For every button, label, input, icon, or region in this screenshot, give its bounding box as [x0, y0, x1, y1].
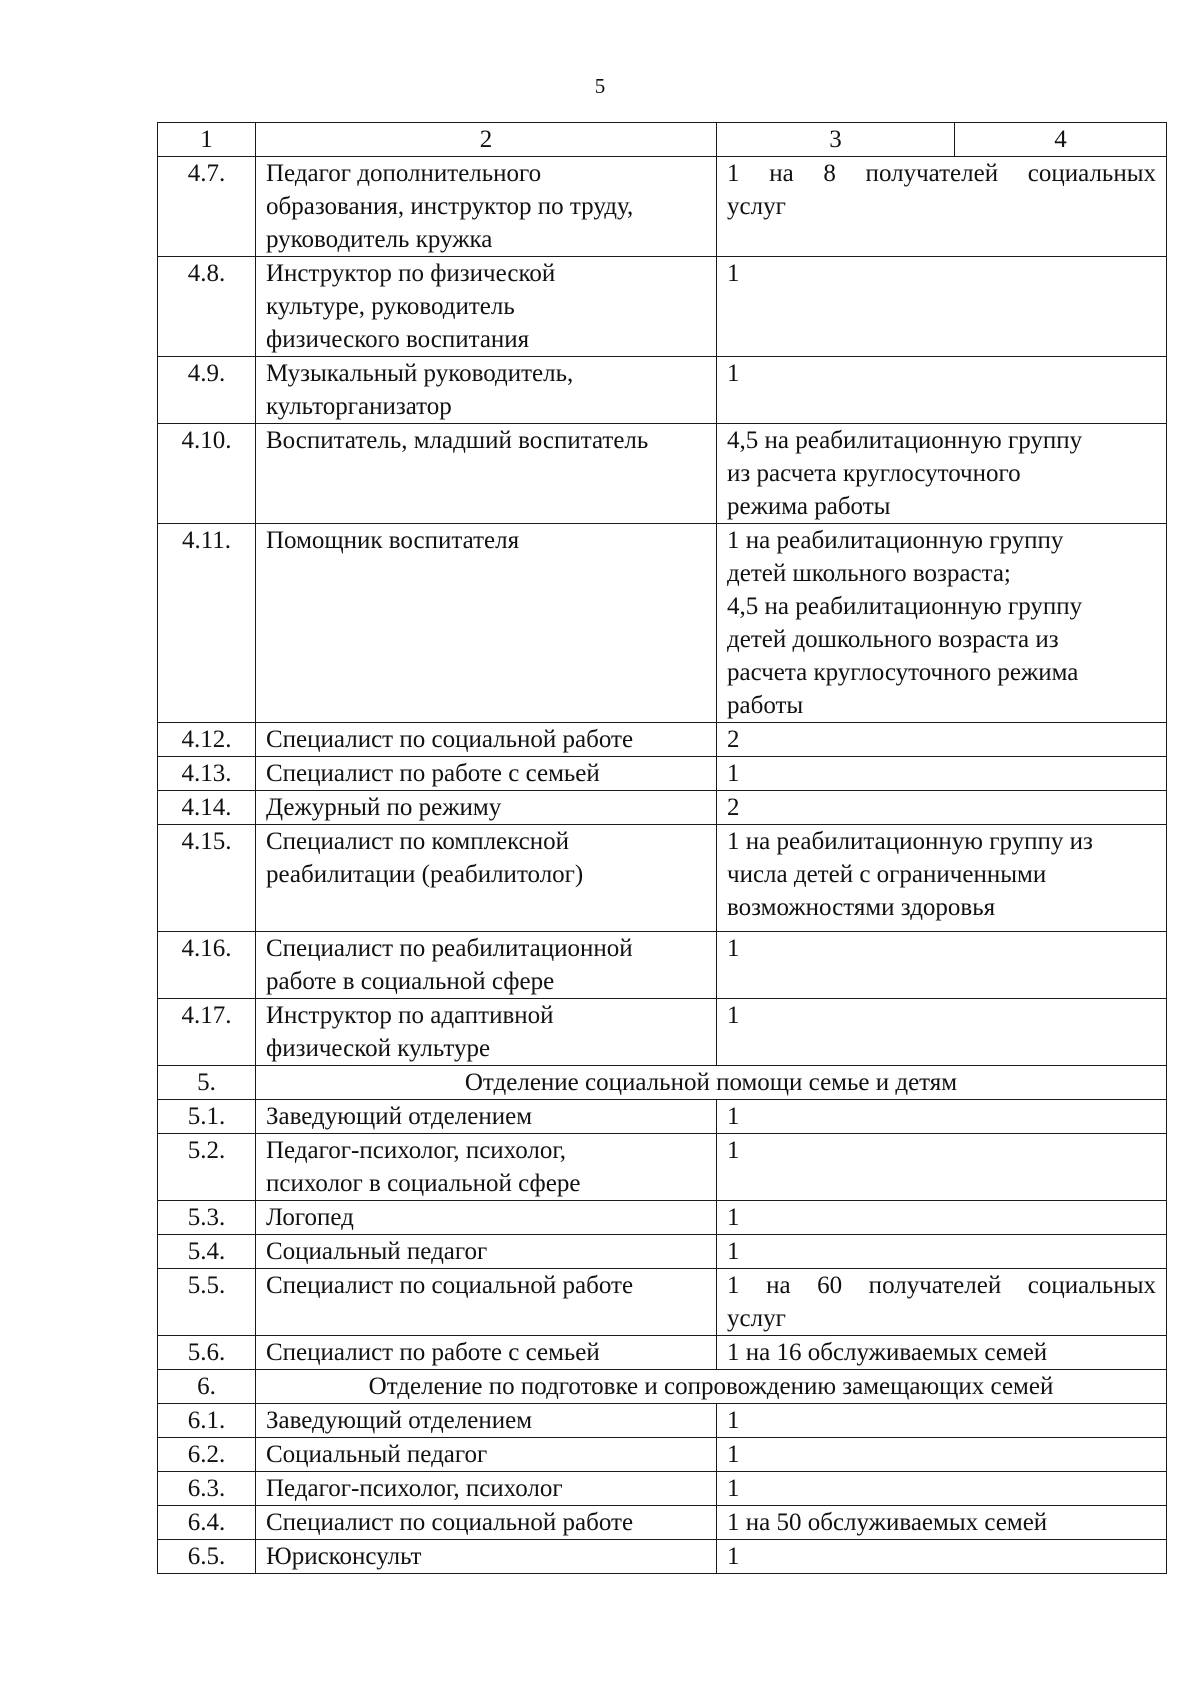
position-cell: [256, 257, 717, 357]
table-row: [158, 257, 1167, 357]
position-cell: [256, 1134, 717, 1201]
norm-line: 1: [727, 360, 740, 387]
header-col-1: 1: [158, 123, 256, 157]
norm-cell: [717, 1336, 1167, 1370]
norm-line: детей дошкольного возраста из: [727, 626, 1059, 653]
norm-line: режима работы: [727, 493, 891, 520]
position-line: Специалист по социальной работе: [266, 1272, 634, 1299]
row-number: 6.3.: [158, 1472, 256, 1506]
table-row: [158, 1404, 1167, 1438]
table-row: [158, 424, 1167, 524]
row-number: 5.2.: [158, 1134, 256, 1201]
position-cell: [256, 1100, 717, 1134]
position-cell: [256, 999, 717, 1066]
norm-cell: [717, 1540, 1167, 1574]
norm-cell: [717, 723, 1167, 757]
norm-line: 1: [727, 760, 740, 787]
table-row: [158, 757, 1167, 791]
position-line: Педагог-психолог, психолог,: [266, 1137, 567, 1164]
norm-cell: [717, 1506, 1167, 1540]
position-line: Музыкальный руководитель,: [266, 360, 574, 387]
position-line: Специалист по социальной работе: [266, 726, 634, 753]
row-number: 6.2.: [158, 1438, 256, 1472]
section-title: Отделение социальной помощи семье и детям: [256, 1066, 1167, 1100]
norm-cell: [717, 1269, 1167, 1336]
position-line: психолог в социальной сфере: [266, 1170, 581, 1197]
norm-line: 1 на 50 обслуживаемых семей: [727, 1509, 1048, 1536]
position-line: Инструктор по физической: [266, 260, 556, 287]
norm-cell: [717, 791, 1167, 825]
row-number: 4.8.: [158, 257, 256, 357]
norm-line: 1 на 8 получателей социальных: [727, 160, 1156, 187]
page-number: 5: [594, 74, 606, 98]
position-line: Логопед: [266, 1204, 354, 1231]
position-cell: [256, 1201, 717, 1235]
table-header-row: [158, 123, 1167, 157]
row-number: 4.10.: [158, 424, 256, 524]
position-line: Специалист по комплексной: [266, 828, 570, 855]
table-row: [158, 524, 1167, 723]
norm-cell: [717, 357, 1167, 424]
position-line: культорганизатор: [266, 393, 452, 420]
norm-cell: [717, 1438, 1167, 1472]
norm-cell: [717, 825, 1167, 932]
norm-line: 1: [727, 1543, 740, 1570]
position-cell: [256, 1438, 717, 1472]
row-number: 6.4.: [158, 1506, 256, 1540]
row-number: 6.5.: [158, 1540, 256, 1574]
position-cell: [256, 723, 717, 757]
row-number: 4.7.: [158, 157, 256, 257]
norm-cell: [717, 932, 1167, 999]
table-row: [158, 791, 1167, 825]
norm-cell: [717, 424, 1167, 524]
position-line: Педагог дополнительного: [266, 160, 542, 187]
position-line: Социальный педагог: [266, 1238, 488, 1265]
table-row: [158, 932, 1167, 999]
row-number: 4.9.: [158, 357, 256, 424]
position-line: Специалист по реабилитационной: [266, 935, 633, 962]
position-cell: [256, 825, 717, 932]
position-cell: [256, 932, 717, 999]
table-row: [158, 999, 1167, 1066]
row-number: 4.11.: [158, 524, 256, 723]
header-col-3: 3: [717, 123, 955, 157]
position-cell: [256, 1235, 717, 1269]
position-line: физического воспитания: [266, 326, 530, 353]
norm-line: 1: [727, 1407, 740, 1434]
table-row: [158, 1100, 1167, 1134]
row-number: 6.: [158, 1370, 256, 1404]
norm-line: 1: [727, 1103, 740, 1130]
row-number: 5.1.: [158, 1100, 256, 1134]
row-number: 5.: [158, 1066, 256, 1100]
norm-line: 4,5 на реабилитационную группу: [727, 593, 1083, 620]
row-number: 4.15.: [158, 825, 256, 932]
table-row: [158, 1201, 1167, 1235]
table-row: [158, 1438, 1167, 1472]
row-number: 5.3.: [158, 1201, 256, 1235]
position-cell: [256, 1336, 717, 1370]
norm-line: 1: [727, 1002, 740, 1029]
position-cell: [256, 157, 717, 257]
norm-line: 1 на 60 получателей социальных: [727, 1272, 1156, 1299]
position-line: работе в социальной сфере: [266, 968, 555, 995]
row-number: 4.17.: [158, 999, 256, 1066]
position-line: Юрисконсульт: [266, 1543, 422, 1570]
position-line: образования, инструктор по труду,: [266, 193, 634, 220]
table-row: [158, 1336, 1167, 1370]
table-row: [158, 1472, 1167, 1506]
norm-cell: [717, 1472, 1167, 1506]
header-col-4: 4: [955, 123, 1167, 157]
position-line: Дежурный по режиму: [266, 794, 502, 821]
norm-line: возможностями здоровья: [727, 894, 996, 921]
position-cell: [256, 757, 717, 791]
position-line: Специалист по работе с семьей: [266, 1339, 600, 1366]
norm-line: 1 на 16 обслуживаемых семей: [727, 1339, 1048, 1366]
norm-line: 1: [727, 1204, 740, 1231]
position-line: физической культуре: [266, 1035, 491, 1062]
norm-cell: [717, 1404, 1167, 1438]
position-line: Социальный педагог: [266, 1441, 488, 1468]
norm-line: детей школьного возраста;: [727, 560, 1011, 587]
norm-line: 2: [727, 726, 740, 753]
table-row: [158, 1269, 1167, 1336]
norm-line: 1: [727, 1137, 740, 1164]
row-number: 5.5.: [158, 1269, 256, 1336]
position-line: культуре, руководитель: [266, 293, 515, 320]
norm-cell: [717, 757, 1167, 791]
norm-cell: [717, 999, 1167, 1066]
table-section-row: [158, 1370, 1167, 1404]
norm-line: 1: [727, 1441, 740, 1468]
norm-line: работы: [727, 692, 804, 719]
position-cell: [256, 357, 717, 424]
position-line: реабилитации (реабилитолог): [266, 861, 584, 888]
norm-cell: [717, 524, 1167, 723]
norm-line: 4,5 на реабилитационную группу: [727, 427, 1083, 454]
norm-line: 1: [727, 260, 740, 287]
table-row: [158, 723, 1167, 757]
norm-line: 1 на реабилитационную группу из: [727, 828, 1093, 855]
row-number: 5.6.: [158, 1336, 256, 1370]
norm-cell: [717, 257, 1167, 357]
staff-norms-table: [157, 122, 1167, 1574]
norm-line: числа детей с ограниченными: [727, 861, 1047, 888]
position-cell: [256, 791, 717, 825]
norm-line: 1 на реабилитационную группу: [727, 527, 1064, 554]
position-cell: [256, 424, 717, 524]
norm-cell: [717, 1134, 1167, 1201]
position-cell: [256, 524, 717, 723]
norm-cell: [717, 1235, 1167, 1269]
norm-line: 2: [727, 794, 740, 821]
row-number: 6.1.: [158, 1404, 256, 1438]
table-section-row: [158, 1066, 1167, 1100]
row-number: 5.4.: [158, 1235, 256, 1269]
norm-line: расчета круглосуточного режима: [727, 659, 1079, 686]
table-row: [158, 1540, 1167, 1574]
table-row: [158, 825, 1167, 932]
row-number: 4.14.: [158, 791, 256, 825]
table-row: [158, 1134, 1167, 1201]
norm-line: услуг: [727, 193, 786, 220]
position-line: Воспитатель, младший воспитатель: [266, 427, 649, 454]
table-row: [158, 157, 1167, 257]
header-col-2: 2: [256, 123, 717, 157]
position-line: руководитель кружка: [266, 226, 493, 253]
norm-line: 1: [727, 935, 740, 962]
position-cell: [256, 1506, 717, 1540]
row-number: 4.16.: [158, 932, 256, 999]
table-row: [158, 1235, 1167, 1269]
position-cell: [256, 1269, 717, 1336]
norm-line: из расчета круглосуточного: [727, 460, 1021, 487]
norm-cell: [717, 1201, 1167, 1235]
position-cell: [256, 1540, 717, 1574]
norm-cell: [717, 1100, 1167, 1134]
position-line: Заведующий отделением: [266, 1407, 533, 1434]
norm-cell: [717, 157, 1167, 257]
row-number: 4.12.: [158, 723, 256, 757]
position-line: Помощник воспитателя: [266, 527, 520, 554]
norm-line: услуг: [727, 1305, 786, 1332]
position-line: Специалист по социальной работе: [266, 1509, 634, 1536]
section-title: Отделение по подготовке и сопровождению замещающих семей: [256, 1370, 1167, 1404]
position-cell: [256, 1472, 717, 1506]
position-line: Инструктор по адаптивной: [266, 1002, 554, 1029]
table-row: [158, 357, 1167, 424]
norm-line: 1: [727, 1475, 740, 1502]
position-line: Специалист по работе с семьей: [266, 760, 600, 787]
position-cell: [256, 1404, 717, 1438]
position-line: Заведующий отделением: [266, 1103, 533, 1130]
norm-line: 1: [727, 1238, 740, 1265]
table-row: [158, 1506, 1167, 1540]
position-line: Педагог-психолог, психолог: [266, 1475, 563, 1502]
row-number: 4.13.: [158, 757, 256, 791]
